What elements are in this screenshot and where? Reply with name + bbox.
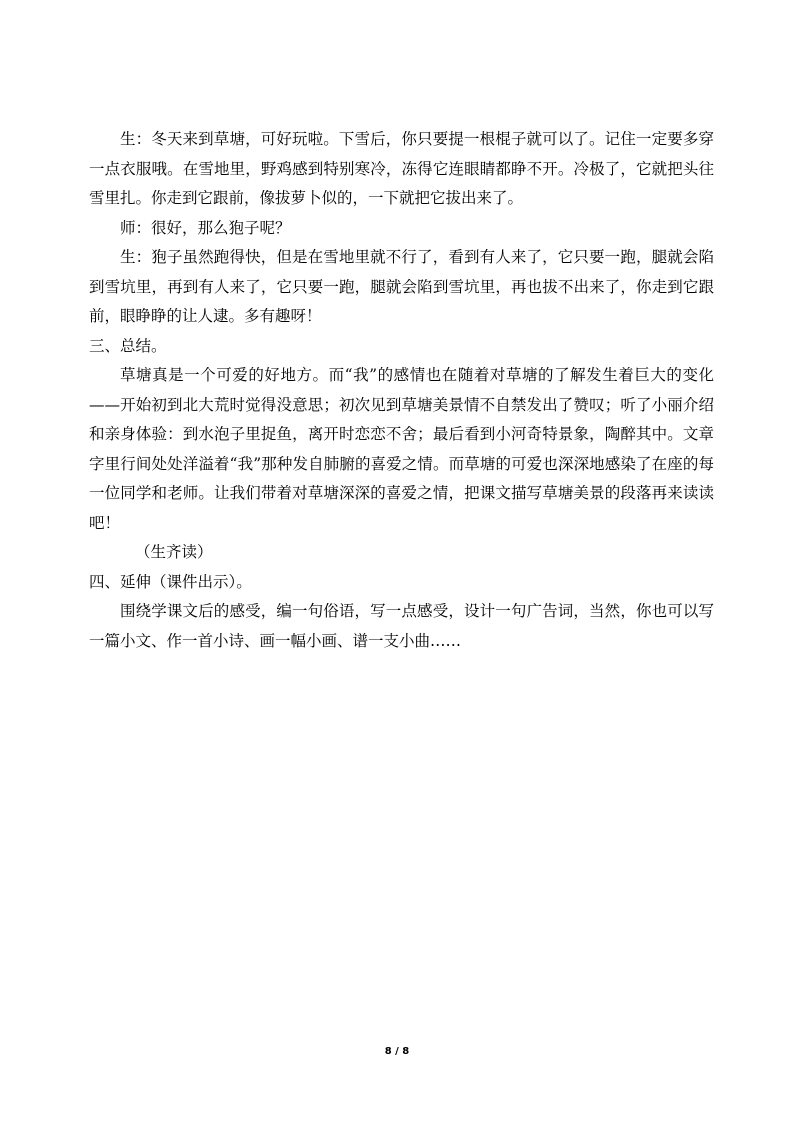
heading-summary: 三、总结。 <box>89 336 167 355</box>
paragraph-extension: 围绕学课文后的感受，编一句俗语，写一点感受，设计一句广告词，当然，你也可以写一篇小文、作一首小诗、画一幅小画、谱一支小曲…… <box>89 602 714 650</box>
paragraph-student-answer-roe-deer: 生：狍子虽然跑得快，但是在雪地里就不行了，看到有人来了，它只要一跑，腿就会陷到雪坑里，再到有人来了，它只要一跑，腿就会陷到雪坑里，再也拔不出来了，你走到它跟前，眼睁睁的让人逮。多有趣呀！ <box>89 248 714 325</box>
paragraph-read-aloud-note: （生齐读） <box>135 543 213 561</box>
paragraph-student-answer-pheasant: 生：冬天来到草塘，可好玩啦。下雪后，你只要提一根棍子就可以了。记住一定要多穿一点衣服哦。在雪地里，野鸡感到特别寒冷，冻得它连眼睛都睁不开。冷极了，它就把头往雪里扎。你走到它跟前，像拔萝卜似的，一下就把它拔出来了。 <box>89 130 714 207</box>
paragraph-teacher-question: 师：很好，那么狍子呢？ <box>120 218 291 237</box>
document-body <box>89 125 714 656</box>
page-number: 8 / 8 <box>384 1046 410 1057</box>
heading-extension: 四、延伸（课件出示）。 <box>89 572 252 591</box>
paragraph-summary: 草塘真是一个可爱的好地方。而“我”的感情也在随着对草塘的了解发生着巨大的变化——开始初到北大荒时觉得没意思；初次见到草塘美景情不自禁发出了赞叹；听了小丽介绍和亲身体验：到水泡子里捉鱼，离开时恋恋不舍；最后看到小河奇特景象，陶醉其中。文章字里行间处处洋溢着“我”那种发自肺腑的喜爱之情。而草塘的可爱也深深地感染了在座的每一位同学和老师。让我们带着对草塘深深的喜爱之情，把课文描写草塘美景的段落再来读读吧！ <box>89 366 714 532</box>
